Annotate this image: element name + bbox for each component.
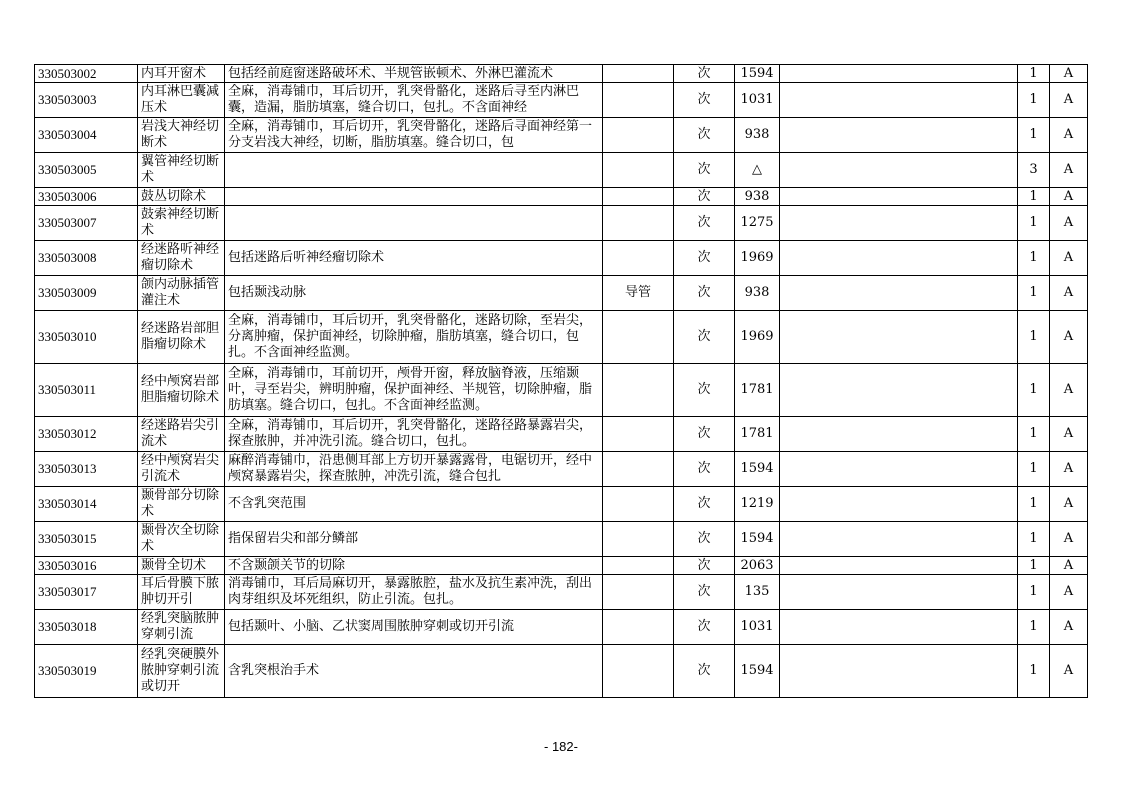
item-note <box>780 610 1018 645</box>
item-code: 330503007 <box>35 206 138 241</box>
item-note <box>780 364 1018 417</box>
item-code: 330503010 <box>35 311 138 364</box>
item-name: 颞骨部分切除术 <box>138 487 225 522</box>
item-excluded-material <box>603 610 674 645</box>
item-note <box>780 83 1018 118</box>
item-price: 1219 <box>735 487 780 522</box>
item-content <box>225 487 603 522</box>
item-name: 鼓丛切除术 <box>138 188 225 206</box>
item-level: 1 <box>1018 417 1050 452</box>
item-note <box>780 645 1018 698</box>
item-name: 经中颅窝岩部胆脂瘤切除术 <box>138 364 225 417</box>
item-level: 1 <box>1018 487 1050 522</box>
item-code: 330503006 <box>35 188 138 206</box>
item-price: 135 <box>735 575 780 610</box>
item-excluded-material: 导管 <box>603 276 674 311</box>
item-excluded-material <box>603 118 674 153</box>
item-price: 938 <box>735 188 780 206</box>
item-price: 1031 <box>735 83 780 118</box>
item-level: 1 <box>1018 452 1050 487</box>
item-category: A <box>1050 206 1088 241</box>
table-row <box>35 575 1088 610</box>
item-level: 1 <box>1018 645 1050 698</box>
item-code: 330503011 <box>35 364 138 417</box>
item-category: A <box>1050 364 1088 417</box>
item-content <box>225 118 603 153</box>
item-name: 颌内动脉插管灌注术 <box>138 276 225 311</box>
item-unit: 次 <box>674 206 735 241</box>
item-price: 1594 <box>735 645 780 698</box>
item-unit: 次 <box>674 241 735 276</box>
item-name: 经乳突脑脓肿穿刺引流 <box>138 610 225 645</box>
table-row <box>35 487 1088 522</box>
table-row <box>35 188 1088 206</box>
item-excluded-material <box>603 65 674 83</box>
item-content <box>225 311 603 364</box>
table-row <box>35 645 1088 698</box>
item-price: 1781 <box>735 417 780 452</box>
item-unit: 次 <box>674 522 735 557</box>
item-excluded-material <box>603 83 674 118</box>
table-row <box>35 557 1088 575</box>
item-content <box>225 65 603 83</box>
item-unit: 次 <box>674 645 735 698</box>
item-name: 岩浅大神经切断术 <box>138 118 225 153</box>
item-content-text: 包括经前庭窗迷路破坏术、半规管嵌顿术、外淋巴灌流术 <box>228 65 554 81</box>
item-content <box>225 417 603 452</box>
item-name: 颞骨次全切除术 <box>138 522 225 557</box>
item-category: A <box>1050 241 1088 276</box>
item-content <box>225 557 603 575</box>
item-note <box>780 118 1018 153</box>
item-note <box>780 153 1018 188</box>
item-name: 颞骨全切术 <box>138 557 225 575</box>
item-level: 1 <box>1018 522 1050 557</box>
item-name: 经中颅窝岩尖引流术 <box>138 452 225 487</box>
item-level: 1 <box>1018 557 1050 575</box>
item-category: A <box>1050 417 1088 452</box>
item-name: 翼管神经切断术 <box>138 153 225 188</box>
item-price: 938 <box>735 118 780 153</box>
item-code: 330503017 <box>35 575 138 610</box>
item-name: 经迷路岩尖引流术 <box>138 417 225 452</box>
item-note <box>780 188 1018 206</box>
item-level: 1 <box>1018 241 1050 276</box>
item-name: 经迷路岩部胆脂瘤切除术 <box>138 311 225 364</box>
item-code: 330503012 <box>35 417 138 452</box>
item-content <box>225 364 603 417</box>
item-code: 330503019 <box>35 645 138 698</box>
item-price: △ <box>735 153 780 188</box>
item-content <box>225 645 603 698</box>
item-level: 1 <box>1018 276 1050 311</box>
page-number: - 182- <box>544 739 578 754</box>
item-content <box>225 575 603 610</box>
item-note <box>780 522 1018 557</box>
item-content <box>225 241 603 276</box>
item-category: A <box>1050 575 1088 610</box>
item-unit: 次 <box>674 276 735 311</box>
item-note <box>780 452 1018 487</box>
item-content-text: 全麻，消毒铺巾，耳后切开，乳突骨骼化，迷路后寻至内淋巴囊，造漏，脂肪填塞，缝合切口，包扎。不含面神经 <box>228 84 580 115</box>
item-content-text: 麻醉消毒铺巾，沿患侧耳部上方切开暴露露骨，电锯切开，经中颅窝暴露岩尖，探查脓肿，冲洗引流，缝合包扎 <box>228 453 593 484</box>
item-note <box>780 575 1018 610</box>
table-row <box>35 206 1088 241</box>
item-category: A <box>1050 188 1088 206</box>
table-row <box>35 118 1088 153</box>
item-level: 1 <box>1018 118 1050 153</box>
item-content-text: 全麻，消毒铺巾，耳后切开，乳突骨骼化，迷路切除，至岩尖，分离肿瘤，保护面神经，切除肿瘤，脂肪填塞，缝合切口，包扎。不含面神经监测。 <box>228 313 593 360</box>
item-level: 1 <box>1018 65 1050 83</box>
item-content <box>225 83 603 118</box>
item-code: 330503005 <box>35 153 138 188</box>
item-content-text: 不含颞颌关节的切除 <box>228 557 346 573</box>
table-row <box>35 610 1088 645</box>
item-category: A <box>1050 65 1088 83</box>
item-category: A <box>1050 557 1088 575</box>
item-content <box>225 522 603 557</box>
item-unit: 次 <box>674 311 735 364</box>
item-name: 内耳开窗术 <box>138 65 225 83</box>
item-content <box>225 206 603 241</box>
item-name: 经迷路听神经瘤切除术 <box>138 241 225 276</box>
item-unit: 次 <box>674 83 735 118</box>
item-price: 1275 <box>735 206 780 241</box>
item-level: 1 <box>1018 206 1050 241</box>
item-price: 1594 <box>735 65 780 83</box>
item-level: 1 <box>1018 311 1050 364</box>
item-code: 330503015 <box>35 522 138 557</box>
item-note <box>780 311 1018 364</box>
item-content <box>225 610 603 645</box>
item-note <box>780 417 1018 452</box>
table-row <box>35 65 1088 83</box>
item-excluded-material <box>603 487 674 522</box>
item-excluded-material <box>603 452 674 487</box>
item-content-text: 全麻，消毒铺巾，耳前切开，颅骨开窗，释放脑脊液，压缩颞叶，寻至岩尖，辨明肿瘤，保护面神经、半规管，切除肿瘤，脂肪填塞。缝合切口，包扎。不含面神经监测。 <box>228 366 593 413</box>
item-level: 1 <box>1018 83 1050 118</box>
item-unit: 次 <box>674 153 735 188</box>
item-note <box>780 206 1018 241</box>
item-content-text: 含乳突根治手术 <box>228 663 320 678</box>
item-excluded-material <box>603 188 674 206</box>
item-content-text: 指保留岩尖和部分鳞部 <box>228 531 359 546</box>
item-unit: 次 <box>674 452 735 487</box>
item-content-text: 不含乳突范围 <box>228 496 307 511</box>
item-unit: 次 <box>674 118 735 153</box>
item-content <box>225 276 603 311</box>
table-row <box>35 241 1088 276</box>
item-category: A <box>1050 153 1088 188</box>
item-level: 1 <box>1018 364 1050 417</box>
table-row <box>35 83 1088 118</box>
item-price: 1969 <box>735 311 780 364</box>
item-note <box>780 487 1018 522</box>
table-row <box>35 417 1088 452</box>
item-excluded-material <box>603 575 674 610</box>
item-code: 330503016 <box>35 557 138 575</box>
item-note <box>780 557 1018 575</box>
item-code: 330503002 <box>35 65 138 83</box>
item-level: 3 <box>1018 153 1050 188</box>
item-unit: 次 <box>674 557 735 575</box>
item-content <box>225 452 603 487</box>
item-content-text: 消毒铺巾，耳后局麻切开，暴露脓腔，盐水及抗生素冲洗，刮出肉芽组织及坏死组织，防止引流。包扎。 <box>228 576 593 607</box>
item-unit: 次 <box>674 487 735 522</box>
item-category: A <box>1050 452 1088 487</box>
table-row <box>35 311 1088 364</box>
item-content <box>225 153 603 188</box>
item-content-text: 包括迷路后听神经瘤切除术 <box>228 250 385 265</box>
table-row <box>35 522 1088 557</box>
item-excluded-material <box>603 557 674 575</box>
item-excluded-material <box>603 153 674 188</box>
item-level: 1 <box>1018 188 1050 206</box>
item-level: 1 <box>1018 610 1050 645</box>
item-category: A <box>1050 522 1088 557</box>
item-content <box>225 188 603 206</box>
item-note <box>780 65 1018 83</box>
item-note <box>780 241 1018 276</box>
item-excluded-material <box>603 206 674 241</box>
item-level: 1 <box>1018 575 1050 610</box>
item-category: A <box>1050 487 1088 522</box>
item-excluded-material <box>603 241 674 276</box>
item-unit: 次 <box>674 188 735 206</box>
item-category: A <box>1050 311 1088 364</box>
item-content-text: 包括颞浅动脉 <box>228 285 307 300</box>
item-unit: 次 <box>674 364 735 417</box>
item-price: 938 <box>735 276 780 311</box>
table-row <box>35 276 1088 311</box>
item-category: A <box>1050 610 1088 645</box>
item-unit: 次 <box>674 610 735 645</box>
item-name: 鼓索神经切断术 <box>138 206 225 241</box>
item-code: 330503013 <box>35 452 138 487</box>
item-code: 330503008 <box>35 241 138 276</box>
item-excluded-material <box>603 522 674 557</box>
table-row <box>35 452 1088 487</box>
item-note <box>780 276 1018 311</box>
item-name: 内耳淋巴囊减压术 <box>138 83 225 118</box>
item-excluded-material <box>603 364 674 417</box>
item-price: 1781 <box>735 364 780 417</box>
item-name: 耳后骨膜下脓肿切开引 <box>138 575 225 610</box>
item-price: 1594 <box>735 452 780 487</box>
item-price: 1969 <box>735 241 780 276</box>
item-category: A <box>1050 83 1088 118</box>
item-code: 330503009 <box>35 276 138 311</box>
item-code: 330503004 <box>35 118 138 153</box>
item-price: 2063 <box>735 557 780 575</box>
item-price: 1031 <box>735 610 780 645</box>
fee-schedule-table <box>34 64 1088 698</box>
table-row <box>35 364 1088 417</box>
table-row <box>35 153 1088 188</box>
item-content-text: 全麻，消毒铺巾，耳后切开，乳突骨骼化，迷路径路暴露岩尖，探查脓肿，并冲洗引流。缝合切口，包扎。 <box>228 418 593 449</box>
item-content-text: 包括颞叶、小脑、乙状窦周围脓肿穿刺或切开引流 <box>228 619 515 634</box>
item-code: 330503014 <box>35 487 138 522</box>
item-category: A <box>1050 118 1088 153</box>
item-name: 经乳突硬膜外脓肿穿刺引流或切开 <box>138 645 225 698</box>
item-excluded-material <box>603 311 674 364</box>
item-price: 1594 <box>735 522 780 557</box>
item-category: A <box>1050 276 1088 311</box>
table-body <box>35 65 1088 698</box>
item-code: 330503003 <box>35 83 138 118</box>
item-excluded-material <box>603 645 674 698</box>
item-unit: 次 <box>674 417 735 452</box>
item-category: A <box>1050 645 1088 698</box>
item-unit: 次 <box>674 575 735 610</box>
item-content-text: 全麻，消毒铺巾，耳后切开，乳突骨骼化，迷路后寻面神经第一分支岩浅大神经，切断，脂肪填塞。缝合切口，包 <box>228 119 593 150</box>
item-excluded-material <box>603 417 674 452</box>
item-unit: 次 <box>674 65 735 83</box>
item-code: 330503018 <box>35 610 138 645</box>
